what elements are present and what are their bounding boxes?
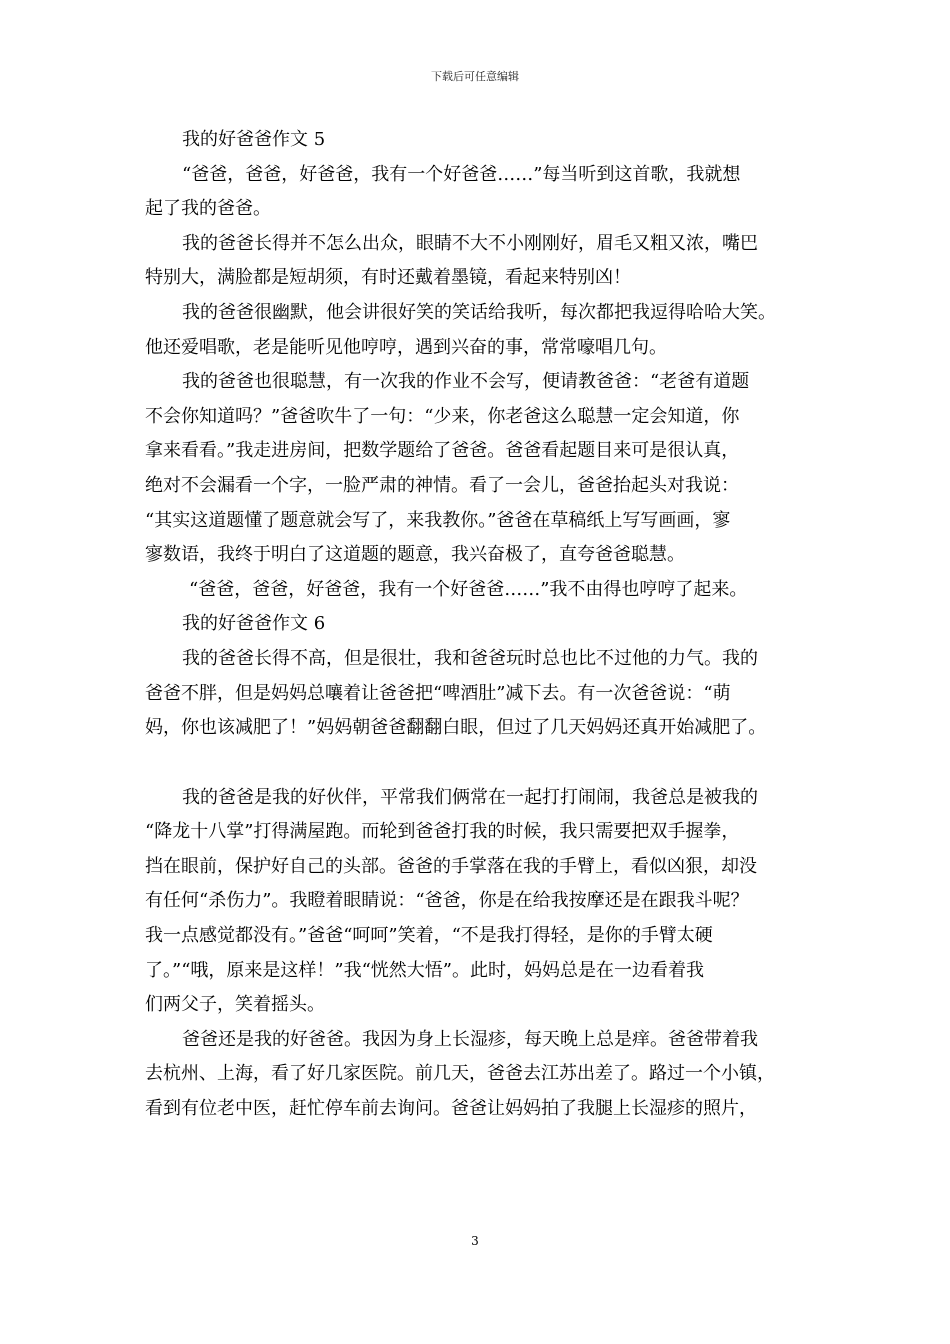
text-line: 去杭州、上海，看了好几家医院。前几天，爸爸去江苏出差了。路过一个小镇， [145, 1063, 775, 1085]
essay-title-5: 我的好爸爸作文 5 [182, 129, 326, 150]
text-line: 挡在眼前，保护好自己的头部。爸爸的手掌落在我的手臂上，看似凶狠，却没 [145, 855, 757, 877]
text-line: 我的爸爸长得并不怎么出众，眼睛不大不小刚刚好，眉毛又粗又浓，嘴巴 [182, 232, 758, 254]
text-line: 我的爸爸是我的好伙伴，平常我们俩常在一起打打闹闹，我爸总是被我的 [182, 786, 758, 808]
text-line: 他还爱唱歌，老是能听见他哼哼，遇到兴奋的事，常常嚎唱几句。 [145, 336, 667, 358]
text-line: “爸爸，爸爸，好爸爸，我有一个好爸爸……”每当听到这首歌，我就想 [182, 163, 741, 185]
text-line: 拿来看看。”我走进房间，把数学题给了爸爸。爸爸看起题目来可是很认真， [145, 440, 740, 462]
text-line: 我的爸爸很幽默，他会讲很好笑的笑话给我听，每次都把我逗得哈哈大笑。 [182, 301, 776, 323]
text-line: 特别大，满脸都是短胡须，有时还戴着墨镜，看起来特别凶！ [145, 267, 631, 289]
text-line: 爸爸还是我的好爸爸。我因为身上长湿疹，每天晚上总是痒。爸爸带着我 [182, 1028, 758, 1050]
text-line: 绝对不会漏看一个字，一脸严肃的神情。看了一会儿，爸爸抬起头对我说： [145, 474, 739, 496]
text-line: 我的爸爸长得不高，但是很壮，我和爸爸玩时总也比不过他的力气。我的 [182, 647, 758, 669]
document-body [145, 123, 813, 1127]
paragraph-gap [145, 746, 813, 781]
page-number: 3 [471, 1234, 479, 1248]
essay-title-6: 我的好爸爸作文 6 [182, 613, 326, 635]
text-line: “其实这道题懂了题意就会写了，来我教你。”爸爸在草稿纸上写写画画，寥 [145, 509, 731, 531]
text-line: 了。”“哦，原来是这样！”我“恍然大悟”。此时，妈妈总是在一边看着我 [145, 959, 705, 981]
text-line: 不会你知道吗？”爸爸吹牛了一句：“少来，你老爸这么聪慧一定会知道，你 [145, 405, 740, 427]
text-line: 我的爸爸也很聪慧，有一次我的作业不会写，便请教爸爸：“老爸有道题 [182, 371, 750, 393]
text-line: 我一点感觉都没有。”爸爸“呵呵”笑着，“不是我打得轻，是你的手臂太硬 [145, 925, 713, 947]
text-line: 妈，你也该减肥了！”妈妈朝爸爸翻翻白眼，但过了几天妈妈还真开始减肥了。 [145, 717, 767, 739]
text-line: 们两父子，笑着摇头。 [145, 994, 325, 1016]
text-line: 看到有位老中医，赶忙停车前去询问。爸爸让妈妈拍了我腿上长湿疹的照片， [145, 1098, 757, 1120]
text-line: 起了我的爸爸。 [145, 198, 271, 220]
text-line: 有任何“杀伤力”。我瞪着眼睛说：“爸爸，你是在给我按摩还是在跟我斗呢？ [145, 890, 749, 912]
text-line: 爸爸不胖，但是妈妈总嚷着让爸爸把“啤酒肚”减下去。有一次爸爸说：“萌 [145, 682, 731, 704]
page-header: 下载后可任意编辑 [431, 70, 519, 83]
text-line: 寥数语，我终于明白了这道题的题意，我兴奋极了，直夸爸爸聪慧。 [145, 544, 685, 566]
text-line: “降龙十八掌”打得满屋跑。而轮到爸爸打我的时候，我只需要把双手握拳， [145, 821, 740, 843]
text-line: “爸爸，爸爸，好爸爸，我有一个好爸爸……”我不由得也哼哼了起来。 [189, 578, 748, 600]
